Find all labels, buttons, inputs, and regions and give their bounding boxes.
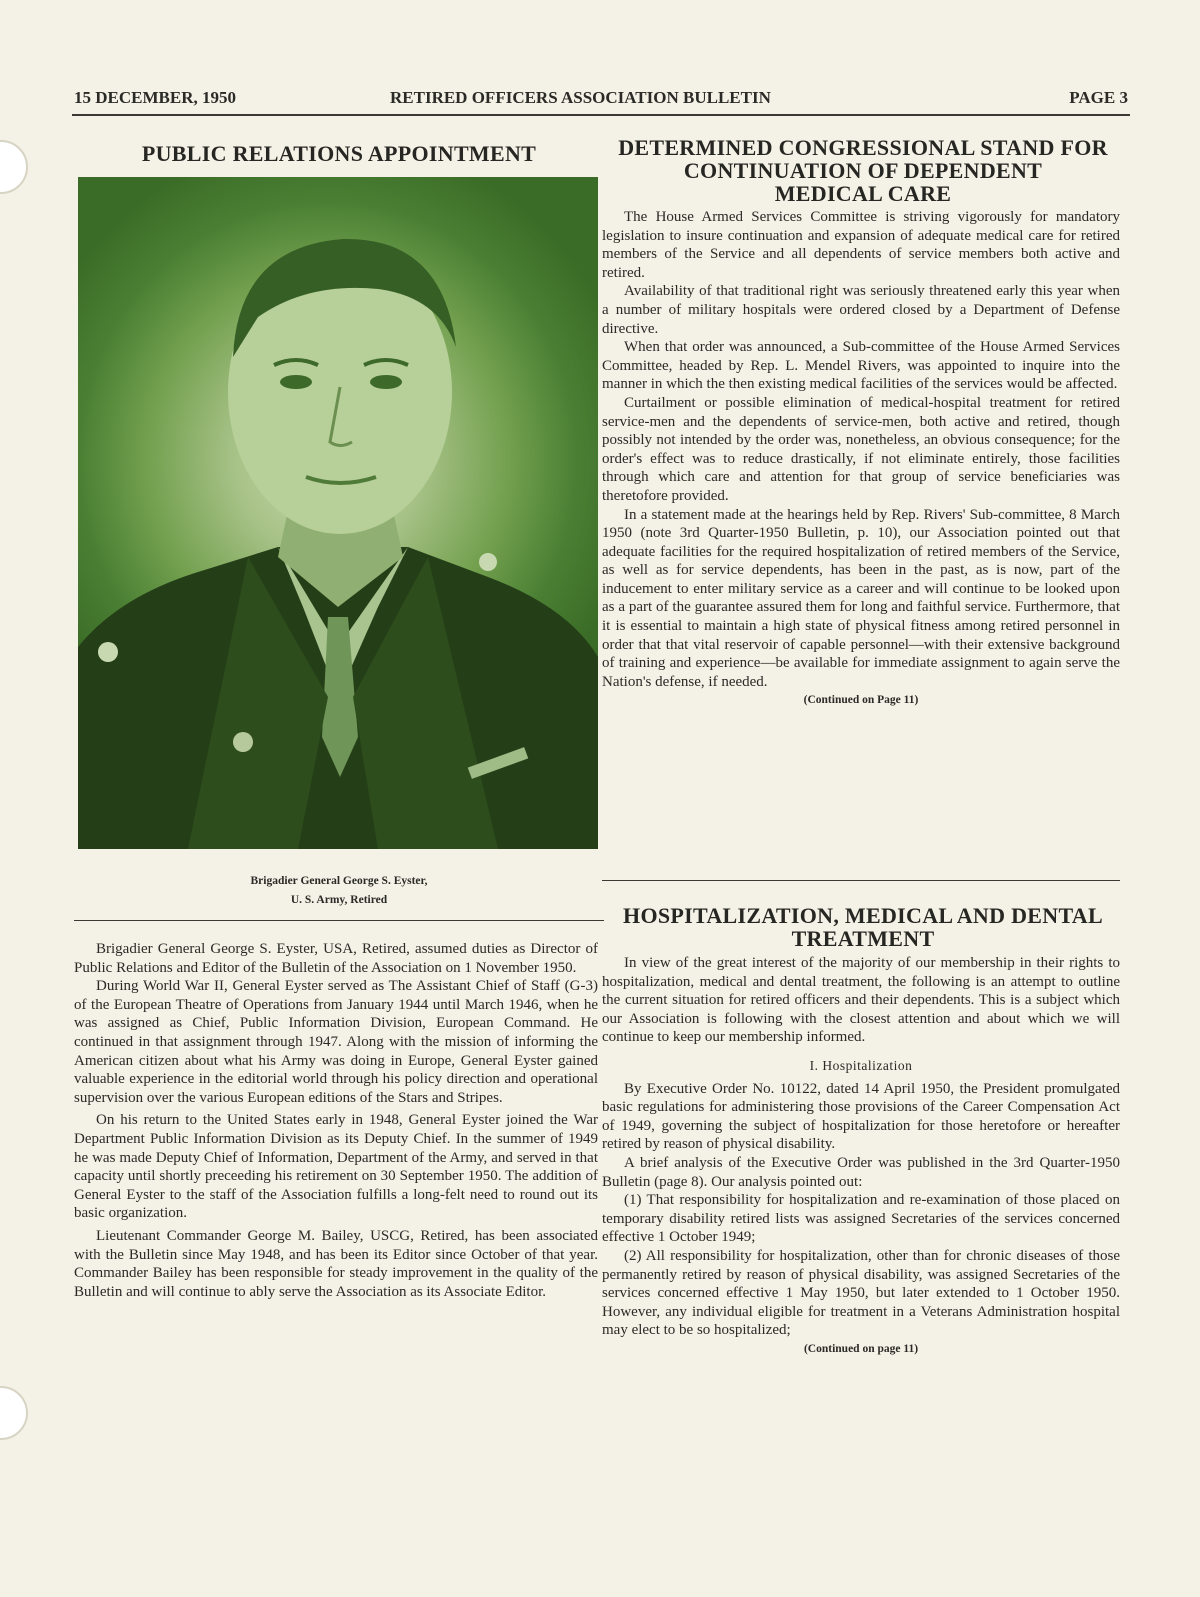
article-body [74, 940, 598, 1301]
paragraph: (1) That responsibility for hospitalization and re-examination of those placed on temporary disability retired lists was assigned Secretaries of the services concerned effective 1 October 1949; [602, 1192, 1120, 1246]
article-title [598, 904, 1128, 950]
article-title: PUBLIC RELATIONS APPOINTMENT [141, 141, 537, 166]
header-publication: RETIRED OFFICERS ASSOCIATION BULLETIN [390, 88, 771, 107]
header-date: 15 DECEMBER, 1950 [74, 88, 236, 107]
section-divider [74, 920, 604, 921]
page-header [72, 84, 1130, 116]
punch-hole [0, 140, 28, 194]
paragraph: A brief analysis of the Executive Order was published in the 3rd Quarter-1950 Bulletin (page 8). Our analysis pointed out: [602, 1154, 1120, 1190]
paragraph: The House Armed Services Committee is striving vigorously for mandatory legislation to insure continuation and expansion of adequate medical care for retired members of the Service and all dependents of service members both active and retired. [602, 209, 1120, 281]
caption-line: U. S. Army, Retired [290, 894, 388, 906]
title-line: MEDICAL CARE [774, 181, 952, 206]
photo-caption [74, 872, 604, 910]
section-divider [602, 880, 1120, 881]
article-title [598, 136, 1128, 205]
continued-note: (Continued on page 11) [803, 1342, 919, 1355]
paragraph: In view of the great interest of the majority of our membership in their rights to hospitalization, medical and dental treatment, the following is an attempt to outline the current situation for retired officers and their dependents. This is a subject which our Association is following with the closest attention and about which we will continue to keep our membership informed. [602, 955, 1120, 1046]
paragraph: When that order was announced, a Sub-committee of the House Armed Services Committee, headed by Rep. L. Mendel Rivers, was appointed to inquire into the manner in which the then existing medical facilities of the services would be affected. [602, 339, 1120, 393]
paragraph: Brigadier General George S. Eyster, USA, Retired, assumed duties as Director of Public Relations and Editor of the Bulletin of the Association on 1 November 1950. [74, 941, 598, 976]
header-page-number: PAGE 3 [1069, 88, 1128, 107]
caption-line: Brigadier General George S. Eyster, [250, 875, 428, 887]
portrait-figure [78, 177, 598, 849]
article-body [602, 208, 1120, 710]
title-line: CONTINUATION OF DEPENDENT [683, 158, 1043, 183]
title-line: DETERMINED CONGRESSIONAL STAND FOR [618, 135, 1108, 160]
paragraph: Availability of that traditional right was seriously threatened early this year when a number of military hospitals were ordered closed by a Department of Defense directive. [602, 283, 1120, 337]
paragraph: By Executive Order No. 10122, dated 14 April 1950, the President promulgated basic regulations for administering those provisions of the Career Compensation Act of 1949, governing the subject of hospitalization for those heretofore or hereafter retired by reason of physical disability. [602, 1080, 1120, 1153]
article-body [602, 954, 1120, 1358]
section-subhead: I. Hospitalization [809, 1057, 913, 1073]
title-line: TREATMENT [791, 926, 935, 951]
paragraph: Curtailment or possible elimination of medical-hospital treatment for retired service-men and the dependents of service-men, both active and retired, though possibly not intended by the order was, nonetheless, an obvious consequence; for the order's effect was to reduce drastically, if not eliminate entirely, those facilities through which care and attention for that group of service beneficiaries was theretofore provided. [602, 394, 1120, 504]
paragraph: During World War II, General Eyster served as The Assistant Chief of Staff (G-3) of the European Theatre of Operations from January 1944 until March 1946, when he was assigned as Chief, Public Information Division, European Command. He continued in that assignment through 1947. Along with the mission of informing the American citizen about what his Army was doing in Europe, General Eyster gained valuable experience in the editorial world through his policy direction and operational supervision over the various European editions of the Stars and Stripes. [74, 978, 598, 1106]
paragraph: In a statement made at the hearings held by Rep. Rivers' Sub-committee, 8 March 1950 (note 3rd Quarter-1950 Bulletin, p. 10), our Association pointed out that adequate facilities for the required hospitalization of retired members of the Service, as well as for service dependents, has been in the past, as is now, part of the inducement to enter military service as a career and will continue to be looked upon as a part of the guarantee assured them for long and faithful service. Furthermore, that it is essential to maintain a high state of physical fitness among retired personnel in order that that vital reservoir of capable personnel—with their extensive background of training and experience—be available for immediate assignment to again serve the Nation's defense, if needed. [602, 506, 1120, 690]
paragraph: On his return to the United States early in 1948, General Eyster joined the War Department Public Information Division as its Deputy Chief. In the summer of 1949 he was made Deputy Chief of Information, Department of the Army, and served in that capacity until shortly preceeding his retirement on 30 September 1950. The addition of General Eyster to the staff of the Association fulfills a long-felt need to round out its basic organization. [74, 1112, 598, 1222]
paragraph: (2) All responsibility for hospitalization, other than for chronic diseases of those permanently retired by reason of physical disability, was assigned Secretaries of the services concerned effective 1 May 1950, but later extended to 1 October 1950. However, any individual eligible for treatment in a Veterans Administration hospital may elect to be so hospitalized; [602, 1247, 1120, 1339]
punch-hole [0, 1386, 28, 1440]
portrait-photo [78, 177, 598, 849]
continued-note: (Continued on Page 11) [803, 694, 919, 707]
paragraph: Lieutenant Commander George M. Bailey, USCG, Retired, has been associated with the Bulletin since May 1948, and has been its Editor since October of that year. Commander Bailey has been responsible for steady improvement in the quality of the Bulletin and will continue to ably serve the Association as its Associate Editor. [74, 1227, 598, 1300]
title-line: HOSPITALIZATION, MEDICAL AND DENTAL [623, 903, 1103, 928]
